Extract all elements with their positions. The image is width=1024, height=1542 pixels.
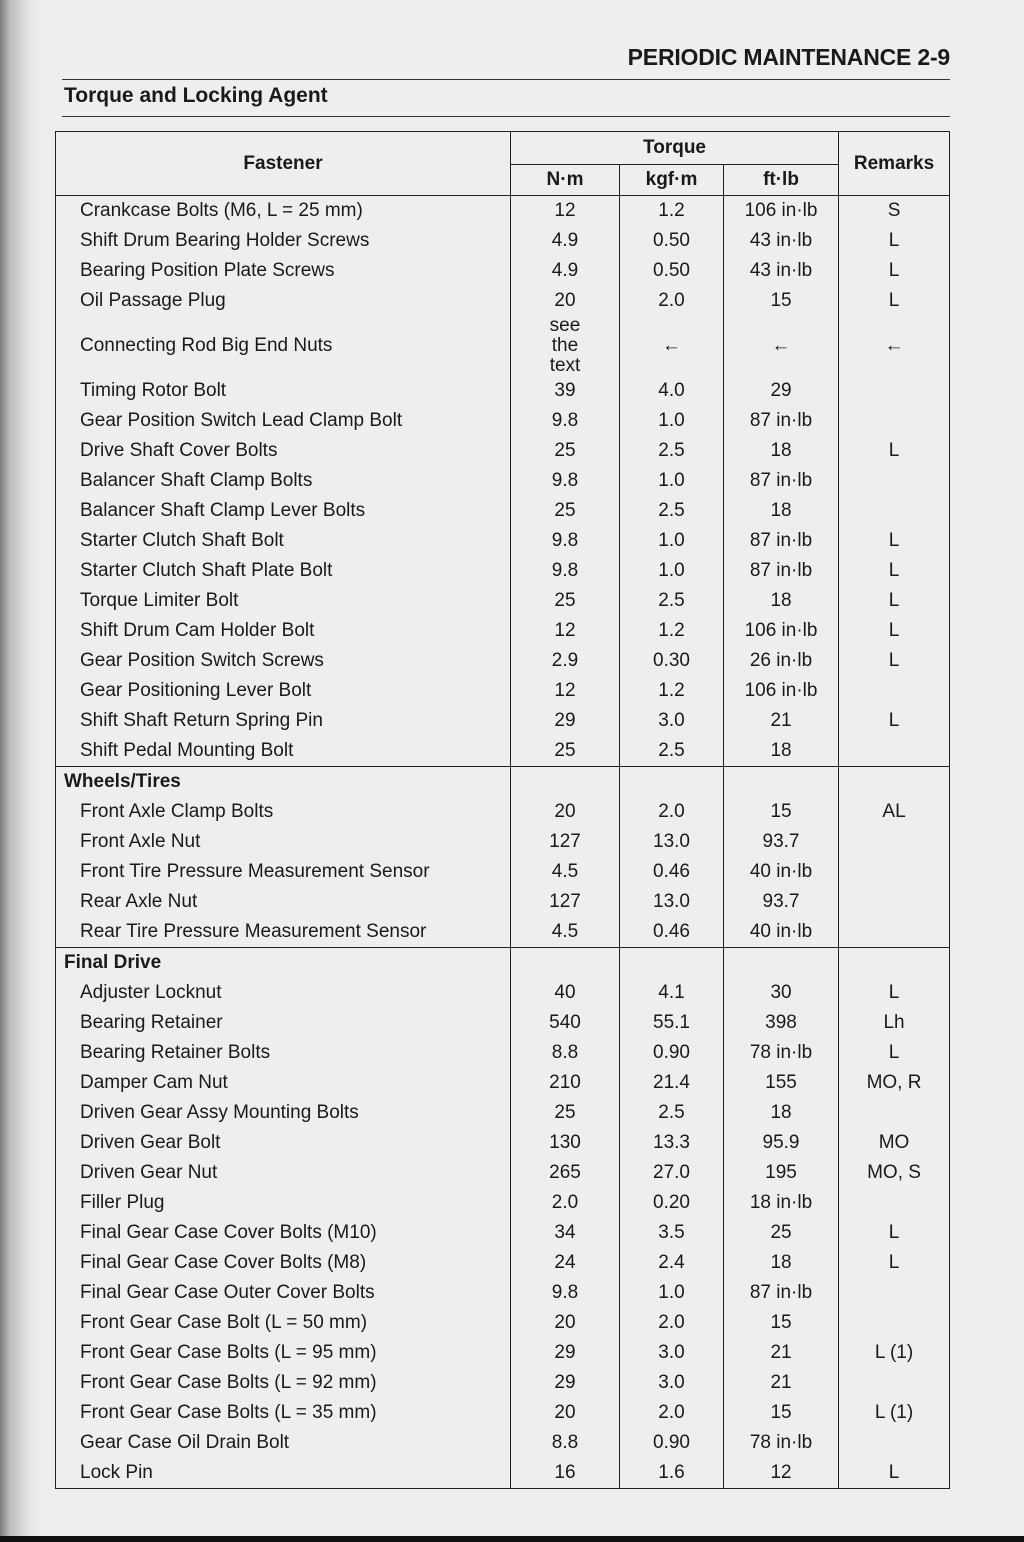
ftlb-cell: 87 in·lb [724, 526, 839, 556]
fastener-cell: Driven Gear Nut [56, 1158, 511, 1188]
ftlb-cell: 18 [724, 736, 839, 767]
remarks-cell: L [839, 616, 950, 646]
kgfm-cell: 2.5 [620, 496, 724, 526]
kgfm-cell: 55.1 [620, 1008, 724, 1038]
nm-cell: 4.5 [511, 857, 620, 887]
nm-cell: 29 [511, 706, 620, 736]
nm-cell: 25 [511, 1098, 620, 1128]
fastener-cell: Final Gear Case Cover Bolts (M8) [56, 1248, 511, 1278]
remarks-cell: L [839, 1038, 950, 1068]
ftlb-cell: 93.7 [724, 827, 839, 857]
ftlb-cell: 40 in·lb [724, 917, 839, 948]
table-row [56, 827, 950, 857]
remarks-cell [839, 1278, 950, 1308]
remarks-cell: L (1) [839, 1338, 950, 1368]
table-row [56, 226, 950, 256]
remarks-cell: L [839, 1458, 950, 1489]
ftlb-cell: 18 [724, 1248, 839, 1278]
table-row [56, 376, 950, 406]
table-row [56, 526, 950, 556]
header-ftlb: ft·lb [724, 165, 839, 196]
fastener-cell: Gear Position Switch Lead Clamp Bolt [56, 406, 511, 436]
nm-cell: 9.8 [511, 406, 620, 436]
remarks-cell: L [839, 226, 950, 256]
kgfm-cell: 1.2 [620, 616, 724, 646]
table-row [56, 1218, 950, 1248]
remarks-cell: AL [839, 797, 950, 827]
table-row [56, 1338, 950, 1368]
remarks-cell: L [839, 646, 950, 676]
remarks-cell: L [839, 706, 950, 736]
ftlb-cell: 40 in·lb [724, 857, 839, 887]
nm-cell: 16 [511, 1458, 620, 1489]
section-title: Torque and Locking Agent [64, 84, 328, 107]
remarks-cell: L [839, 978, 950, 1008]
remarks-cell: L (1) [839, 1398, 950, 1428]
ftlb-cell: 78 in·lb [724, 1038, 839, 1068]
remarks-cell: L [839, 586, 950, 616]
ftlb-cell: 43 in·lb [724, 256, 839, 286]
kgfm-cell: 3.0 [620, 1368, 724, 1398]
nm-cell: 20 [511, 797, 620, 827]
nm-cell: 39 [511, 376, 620, 406]
nm-cell: 29 [511, 1368, 620, 1398]
remarks-cell [839, 376, 950, 406]
table-row [56, 1038, 950, 1068]
table-row [56, 406, 950, 436]
table-row [56, 1368, 950, 1398]
fastener-cell: Crankcase Bolts (M6, L = 25 mm) [56, 196, 511, 227]
fastener-cell: Driven Gear Bolt [56, 1128, 511, 1158]
kgfm-cell: 2.0 [620, 286, 724, 316]
fastener-cell: Front Axle Clamp Bolts [56, 797, 511, 827]
remarks-cell [839, 1368, 950, 1398]
table-row [56, 616, 950, 646]
remarks-cell [839, 1098, 950, 1128]
fastener-cell: Bearing Position Plate Screws [56, 256, 511, 286]
ftlb-cell: 30 [724, 978, 839, 1008]
nm-cell: 9.8 [511, 466, 620, 496]
ftlb-cell: 95.9 [724, 1128, 839, 1158]
nm-cell: 9.8 [511, 556, 620, 586]
remarks-cell [839, 676, 950, 706]
nm-cell: 127 [511, 887, 620, 917]
header-nm: N·m [511, 165, 620, 196]
nm-cell: see the text [511, 316, 620, 376]
nm-cell: 20 [511, 1398, 620, 1428]
remarks-cell [839, 1428, 950, 1458]
fastener-cell: Bearing Retainer [56, 1008, 511, 1038]
kgfm-cell: ← [620, 316, 724, 376]
remarks-cell: Lh [839, 1008, 950, 1038]
table-row [56, 1188, 950, 1218]
ftlb-cell: 21 [724, 1368, 839, 1398]
header-kgfm: kgf·m [620, 165, 724, 196]
table-row [56, 917, 950, 948]
fastener-cell: Shift Drum Cam Holder Bolt [56, 616, 511, 646]
nm-cell: 2.0 [511, 1188, 620, 1218]
nm-cell: 25 [511, 586, 620, 616]
ftlb-cell: 18 [724, 496, 839, 526]
nm-cell: 9.8 [511, 526, 620, 556]
empty-cell [511, 948, 620, 979]
table-row [56, 1428, 950, 1458]
ftlb-cell: 18 [724, 436, 839, 466]
section-row [56, 948, 950, 979]
remarks-cell: L [839, 526, 950, 556]
fastener-cell: Shift Shaft Return Spring Pin [56, 706, 511, 736]
kgfm-cell: 1.0 [620, 526, 724, 556]
ftlb-cell: ← [724, 316, 839, 376]
kgfm-cell: 0.46 [620, 917, 724, 948]
nm-cell: 24 [511, 1248, 620, 1278]
table-row [56, 286, 950, 316]
header-fastener: Fastener [56, 132, 511, 196]
ftlb-cell: 195 [724, 1158, 839, 1188]
ftlb-cell: 106 in·lb [724, 676, 839, 706]
ftlb-cell: 12 [724, 1458, 839, 1489]
empty-cell [620, 767, 724, 798]
ftlb-cell: 87 in·lb [724, 466, 839, 496]
remarks-cell [839, 1188, 950, 1218]
fastener-cell: Gear Position Switch Screws [56, 646, 511, 676]
empty-cell [724, 767, 839, 798]
remarks-cell: L [839, 436, 950, 466]
title-rule [62, 116, 950, 117]
page-binding-shadow [0, 0, 40, 1542]
fastener-cell: Oil Passage Plug [56, 286, 511, 316]
fastener-cell: Front Axle Nut [56, 827, 511, 857]
ftlb-cell: 29 [724, 376, 839, 406]
ftlb-cell: 15 [724, 1398, 839, 1428]
table-row [56, 256, 950, 286]
table-row [56, 1458, 950, 1489]
remarks-cell: L [839, 556, 950, 586]
kgfm-cell: 2.0 [620, 1398, 724, 1428]
ftlb-cell: 106 in·lb [724, 616, 839, 646]
kgfm-cell: 2.0 [620, 797, 724, 827]
ftlb-cell: 87 in·lb [724, 1278, 839, 1308]
nm-cell: 4.9 [511, 256, 620, 286]
kgfm-cell: 2.0 [620, 1308, 724, 1338]
nm-cell: 12 [511, 616, 620, 646]
table-row [56, 196, 950, 227]
table-row [56, 797, 950, 827]
table-row [56, 1068, 950, 1098]
nm-cell: 20 [511, 1308, 620, 1338]
nm-cell: 29 [511, 1338, 620, 1368]
remarks-cell: MO, R [839, 1068, 950, 1098]
table-row [56, 857, 950, 887]
fastener-cell: Starter Clutch Shaft Bolt [56, 526, 511, 556]
remarks-cell: MO [839, 1128, 950, 1158]
table-row [56, 1128, 950, 1158]
kgfm-cell: 2.5 [620, 586, 724, 616]
kgfm-cell: 13.0 [620, 887, 724, 917]
kgfm-cell: 21.4 [620, 1068, 724, 1098]
table-row [56, 1248, 950, 1278]
table-row [56, 466, 950, 496]
fastener-cell: Torque Limiter Bolt [56, 586, 511, 616]
nm-cell: 127 [511, 827, 620, 857]
running-head: PERIODIC MAINTENANCE 2-9 [627, 44, 950, 70]
ftlb-cell: 43 in·lb [724, 226, 839, 256]
fastener-cell: Rear Tire Pressure Measurement Sensor [56, 917, 511, 948]
kgfm-cell: 1.0 [620, 556, 724, 586]
table-row [56, 556, 950, 586]
fastener-cell: Timing Rotor Bolt [56, 376, 511, 406]
kgfm-cell: 2.4 [620, 1248, 724, 1278]
header-rule [62, 79, 950, 80]
ftlb-cell: 87 in·lb [724, 406, 839, 436]
kgfm-cell: 0.50 [620, 256, 724, 286]
section-row [56, 767, 950, 798]
remarks-cell [839, 917, 950, 948]
fastener-cell: Damper Cam Nut [56, 1068, 511, 1098]
ftlb-cell: 106 in·lb [724, 196, 839, 227]
scan-bottom-edge [0, 1536, 1024, 1542]
table-row [56, 978, 950, 1008]
nm-cell: 2.9 [511, 646, 620, 676]
table-row [56, 436, 950, 466]
table-row [56, 887, 950, 917]
nm-cell: 25 [511, 496, 620, 526]
fastener-cell: Shift Drum Bearing Holder Screws [56, 226, 511, 256]
ftlb-cell: 155 [724, 1068, 839, 1098]
table-row [56, 646, 950, 676]
remarks-cell [839, 827, 950, 857]
ftlb-cell: 93.7 [724, 887, 839, 917]
ftlb-cell: 15 [724, 286, 839, 316]
kgfm-cell: 3.5 [620, 1218, 724, 1248]
table-row [56, 1308, 950, 1338]
remarks-cell: L [839, 286, 950, 316]
remarks-cell [839, 887, 950, 917]
remarks-cell: L [839, 1218, 950, 1248]
kgfm-cell: 13.3 [620, 1128, 724, 1158]
header-torque: Torque [511, 132, 839, 165]
ftlb-cell: 18 [724, 1098, 839, 1128]
table-row [56, 1098, 950, 1128]
header-remarks: Remarks [839, 132, 950, 196]
remarks-cell [839, 496, 950, 526]
remarks-cell: S [839, 196, 950, 227]
fastener-cell: Balancer Shaft Clamp Bolts [56, 466, 511, 496]
ftlb-cell: 26 in·lb [724, 646, 839, 676]
nm-cell: 4.5 [511, 917, 620, 948]
kgfm-cell: 1.0 [620, 1278, 724, 1308]
nm-cell: 8.8 [511, 1428, 620, 1458]
kgfm-cell: 1.6 [620, 1458, 724, 1489]
ftlb-cell: 398 [724, 1008, 839, 1038]
ftlb-cell: 15 [724, 1308, 839, 1338]
ftlb-cell: 21 [724, 706, 839, 736]
nm-cell: 130 [511, 1128, 620, 1158]
nm-cell: 540 [511, 1008, 620, 1038]
torque-table [55, 131, 950, 1489]
remarks-cell [839, 406, 950, 436]
nm-cell: 25 [511, 736, 620, 767]
kgfm-cell: 4.0 [620, 376, 724, 406]
ftlb-cell: 21 [724, 1338, 839, 1368]
kgfm-cell: 1.2 [620, 196, 724, 227]
kgfm-cell: 2.5 [620, 436, 724, 466]
fastener-cell: Balancer Shaft Clamp Lever Bolts [56, 496, 511, 526]
nm-cell: 20 [511, 286, 620, 316]
kgfm-cell: 0.90 [620, 1428, 724, 1458]
kgfm-cell: 0.30 [620, 646, 724, 676]
section-label: Final Drive [56, 948, 511, 979]
kgfm-cell: 3.0 [620, 1338, 724, 1368]
kgfm-cell: 0.90 [620, 1038, 724, 1068]
nm-cell: 12 [511, 676, 620, 706]
fastener-cell: Front Tire Pressure Measurement Sensor [56, 857, 511, 887]
kgfm-cell: 0.46 [620, 857, 724, 887]
kgfm-cell: 1.2 [620, 676, 724, 706]
fastener-cell: Connecting Rod Big End Nuts [56, 316, 511, 376]
remarks-cell [839, 1308, 950, 1338]
fastener-cell: Adjuster Locknut [56, 978, 511, 1008]
table-row [56, 496, 950, 526]
nm-cell: 34 [511, 1218, 620, 1248]
remarks-cell: MO, S [839, 1158, 950, 1188]
remarks-cell [839, 466, 950, 496]
kgfm-cell: 2.5 [620, 1098, 724, 1128]
remarks-cell [839, 736, 950, 767]
empty-cell [724, 948, 839, 979]
remarks-cell: ← [839, 316, 950, 376]
table-row [56, 316, 950, 376]
kgfm-cell: 3.0 [620, 706, 724, 736]
table-row [56, 1398, 950, 1428]
fastener-cell: Starter Clutch Shaft Plate Bolt [56, 556, 511, 586]
fastener-cell: Front Gear Case Bolts (L = 95 mm) [56, 1338, 511, 1368]
table-row [56, 1278, 950, 1308]
kgfm-cell: 2.5 [620, 736, 724, 767]
fastener-cell: Front Gear Case Bolt (L = 50 mm) [56, 1308, 511, 1338]
ftlb-cell: 78 in·lb [724, 1428, 839, 1458]
kgfm-cell: 0.50 [620, 226, 724, 256]
fastener-cell: Front Gear Case Bolts (L = 92 mm) [56, 1368, 511, 1398]
fastener-cell: Bearing Retainer Bolts [56, 1038, 511, 1068]
nm-cell: 8.8 [511, 1038, 620, 1068]
table-body [56, 196, 950, 1489]
kgfm-cell: 0.20 [620, 1188, 724, 1218]
fastener-cell: Gear Positioning Lever Bolt [56, 676, 511, 706]
table-row [56, 1158, 950, 1188]
table-row [56, 586, 950, 616]
fastener-cell: Front Gear Case Bolts (L = 35 mm) [56, 1398, 511, 1428]
ftlb-cell: 25 [724, 1218, 839, 1248]
kgfm-cell: 1.0 [620, 406, 724, 436]
remarks-cell: L [839, 256, 950, 286]
nm-cell: 40 [511, 978, 620, 1008]
ftlb-cell: 15 [724, 797, 839, 827]
kgfm-cell: 13.0 [620, 827, 724, 857]
kgfm-cell: 1.0 [620, 466, 724, 496]
fastener-cell: Final Gear Case Cover Bolts (M10) [56, 1218, 511, 1248]
nm-cell: 210 [511, 1068, 620, 1098]
nm-cell: 25 [511, 436, 620, 466]
ftlb-cell: 18 [724, 586, 839, 616]
table-row [56, 706, 950, 736]
fastener-cell: Lock Pin [56, 1458, 511, 1489]
kgfm-cell: 27.0 [620, 1158, 724, 1188]
remarks-cell [839, 857, 950, 887]
nm-cell: 4.9 [511, 226, 620, 256]
nm-cell: 12 [511, 196, 620, 227]
table-row [56, 676, 950, 706]
section-label: Wheels/Tires [56, 767, 511, 798]
empty-cell [839, 948, 950, 979]
fastener-cell: Shift Pedal Mounting Bolt [56, 736, 511, 767]
fastener-cell: Drive Shaft Cover Bolts [56, 436, 511, 466]
nm-cell: 265 [511, 1158, 620, 1188]
nm-cell: 9.8 [511, 1278, 620, 1308]
fastener-cell: Gear Case Oil Drain Bolt [56, 1428, 511, 1458]
table-row [56, 1008, 950, 1038]
ftlb-cell: 87 in·lb [724, 556, 839, 586]
fastener-cell: Filler Plug [56, 1188, 511, 1218]
fastener-cell: Driven Gear Assy Mounting Bolts [56, 1098, 511, 1128]
empty-cell [839, 767, 950, 798]
fastener-cell: Rear Axle Nut [56, 887, 511, 917]
remarks-cell: L [839, 1248, 950, 1278]
empty-cell [511, 767, 620, 798]
kgfm-cell: 4.1 [620, 978, 724, 1008]
fastener-cell: Final Gear Case Outer Cover Bolts [56, 1278, 511, 1308]
ftlb-cell: 18 in·lb [724, 1188, 839, 1218]
table-row [56, 736, 950, 767]
empty-cell [620, 948, 724, 979]
